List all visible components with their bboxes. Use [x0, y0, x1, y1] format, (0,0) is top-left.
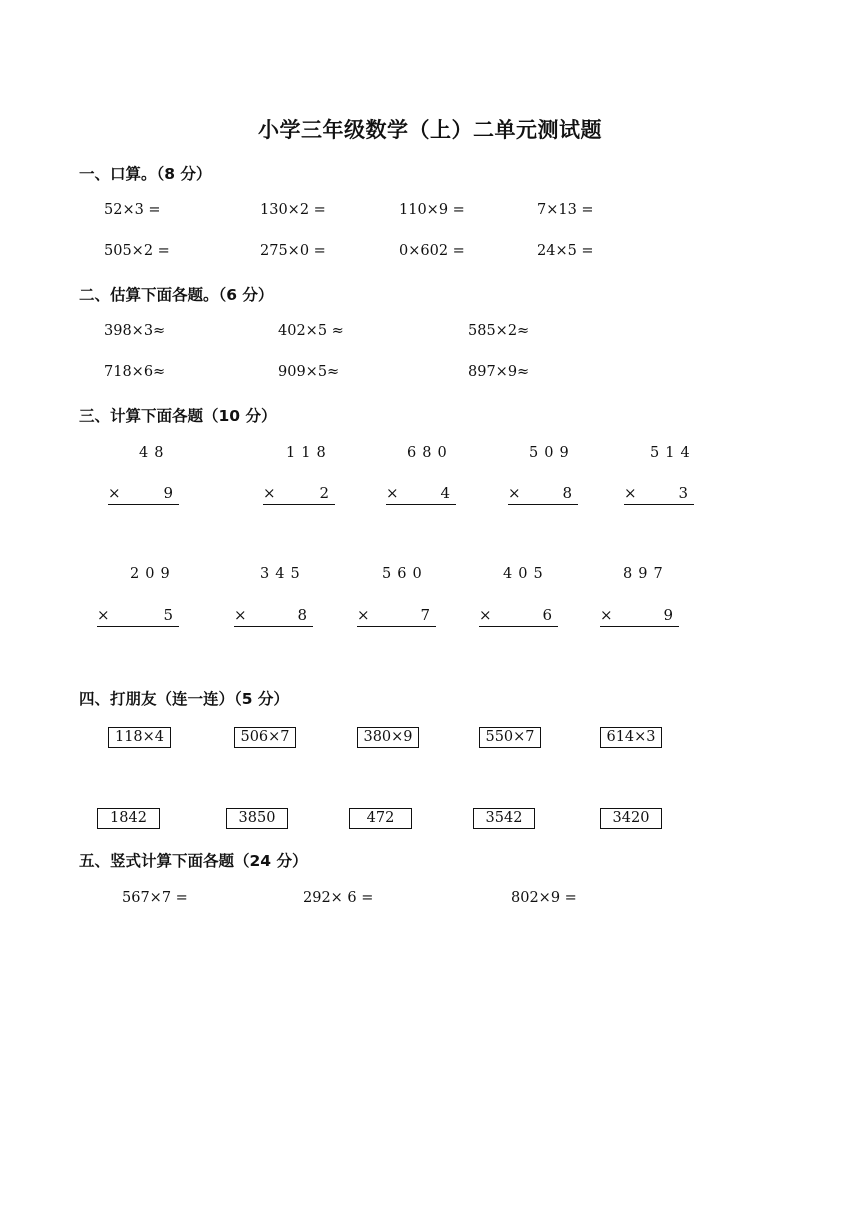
vertical-top-number: 514: [650, 445, 696, 461]
vertical-multiplier-row: [97, 605, 179, 627]
multiplier-digit: 9: [163, 484, 173, 502]
section-3-heading: 三、计算下面各题（10 分）: [79, 407, 277, 425]
multiply-sign: ×: [108, 484, 121, 502]
multiply-sign: ×: [624, 484, 637, 502]
multiply-sign: ×: [479, 606, 492, 624]
multiplier-digit: 7: [420, 606, 430, 624]
vertical-multiplier-row: [600, 605, 679, 627]
oral-problem: 24×5 =: [537, 243, 594, 259]
vertical-multiplier-row: [263, 483, 335, 505]
vertical-top-number: 560: [382, 566, 428, 582]
vertical-multiplier-row: [508, 483, 578, 505]
written-problem: 802×9 =: [511, 890, 577, 906]
vertical-multiplier-row: [234, 605, 313, 627]
oral-problem: 275×0 =: [260, 243, 326, 259]
multiply-sign: ×: [97, 606, 110, 624]
section-4-heading: 四、打朋友（连一连）（5 分）: [79, 690, 289, 708]
expression-box[interactable]: 506×7: [234, 727, 296, 748]
result-box[interactable]: 3420: [600, 808, 662, 829]
multiplier-digit: 8: [562, 484, 572, 502]
multiplier-digit: 4: [440, 484, 450, 502]
expression-box[interactable]: 380×9: [357, 727, 419, 748]
estimate-problem: 909×5≈: [278, 364, 340, 380]
vertical-top-number: 405: [503, 566, 549, 582]
section-2-heading: 二、估算下面各题。（6 分）: [79, 286, 274, 304]
result-box[interactable]: 3542: [473, 808, 535, 829]
vertical-top-number: 509: [529, 445, 575, 461]
result-box[interactable]: 1842: [97, 808, 160, 829]
vertical-multiplier-row: [624, 483, 694, 505]
vertical-multiplier-row: [479, 605, 558, 627]
oral-problem: 505×2 =: [104, 243, 170, 259]
vertical-top-number: 897: [623, 566, 669, 582]
multiply-sign: ×: [263, 484, 276, 502]
vertical-top-number: 48: [139, 445, 170, 461]
page-title: 小学三年级数学（上）二单元测试题: [258, 118, 602, 142]
multiply-sign: ×: [386, 484, 399, 502]
section-1-heading: 一、口算。（8 分）: [79, 165, 212, 183]
multiplier-digit: 2: [319, 484, 329, 502]
oral-problem: 52×3 =: [104, 202, 161, 218]
oral-problem: 110×9 =: [399, 202, 465, 218]
vertical-multiplier-row: [108, 483, 179, 505]
multiplier-digit: 5: [163, 606, 173, 624]
expression-box[interactable]: 118×4: [108, 727, 171, 748]
multiply-sign: ×: [234, 606, 247, 624]
multiplier-digit: 9: [663, 606, 673, 624]
multiply-sign: ×: [600, 606, 613, 624]
estimate-problem: 897×9≈: [468, 364, 530, 380]
written-problem: 292× 6 =: [303, 890, 374, 906]
expression-box[interactable]: 614×3: [600, 727, 662, 748]
multiplier-digit: 6: [542, 606, 552, 624]
multiplier-digit: 8: [297, 606, 307, 624]
vertical-top-number: 118: [286, 445, 332, 461]
vertical-top-number: 209: [130, 566, 176, 582]
expression-box[interactable]: 550×7: [479, 727, 541, 748]
multiply-sign: ×: [357, 606, 370, 624]
estimate-problem: 718×6≈: [104, 364, 166, 380]
estimate-problem: 402×5 ≈: [278, 323, 344, 339]
oral-problem: 130×2 =: [260, 202, 326, 218]
vertical-top-number: 680: [407, 445, 453, 461]
multiply-sign: ×: [508, 484, 521, 502]
oral-problem: 0×602 =: [399, 243, 465, 259]
vertical-multiplier-row: [357, 605, 436, 627]
estimate-problem: 398×3≈: [104, 323, 166, 339]
section-5-heading: 五、竖式计算下面各题（24 分）: [79, 852, 308, 870]
estimate-problem: 585×2≈: [468, 323, 530, 339]
result-box[interactable]: 3850: [226, 808, 288, 829]
vertical-multiplier-row: [386, 483, 456, 505]
multiplier-digit: 3: [678, 484, 688, 502]
vertical-top-number: 345: [260, 566, 306, 582]
result-box[interactable]: 472: [349, 808, 412, 829]
written-problem: 567×7 =: [122, 890, 188, 906]
oral-problem: 7×13 =: [537, 202, 594, 218]
